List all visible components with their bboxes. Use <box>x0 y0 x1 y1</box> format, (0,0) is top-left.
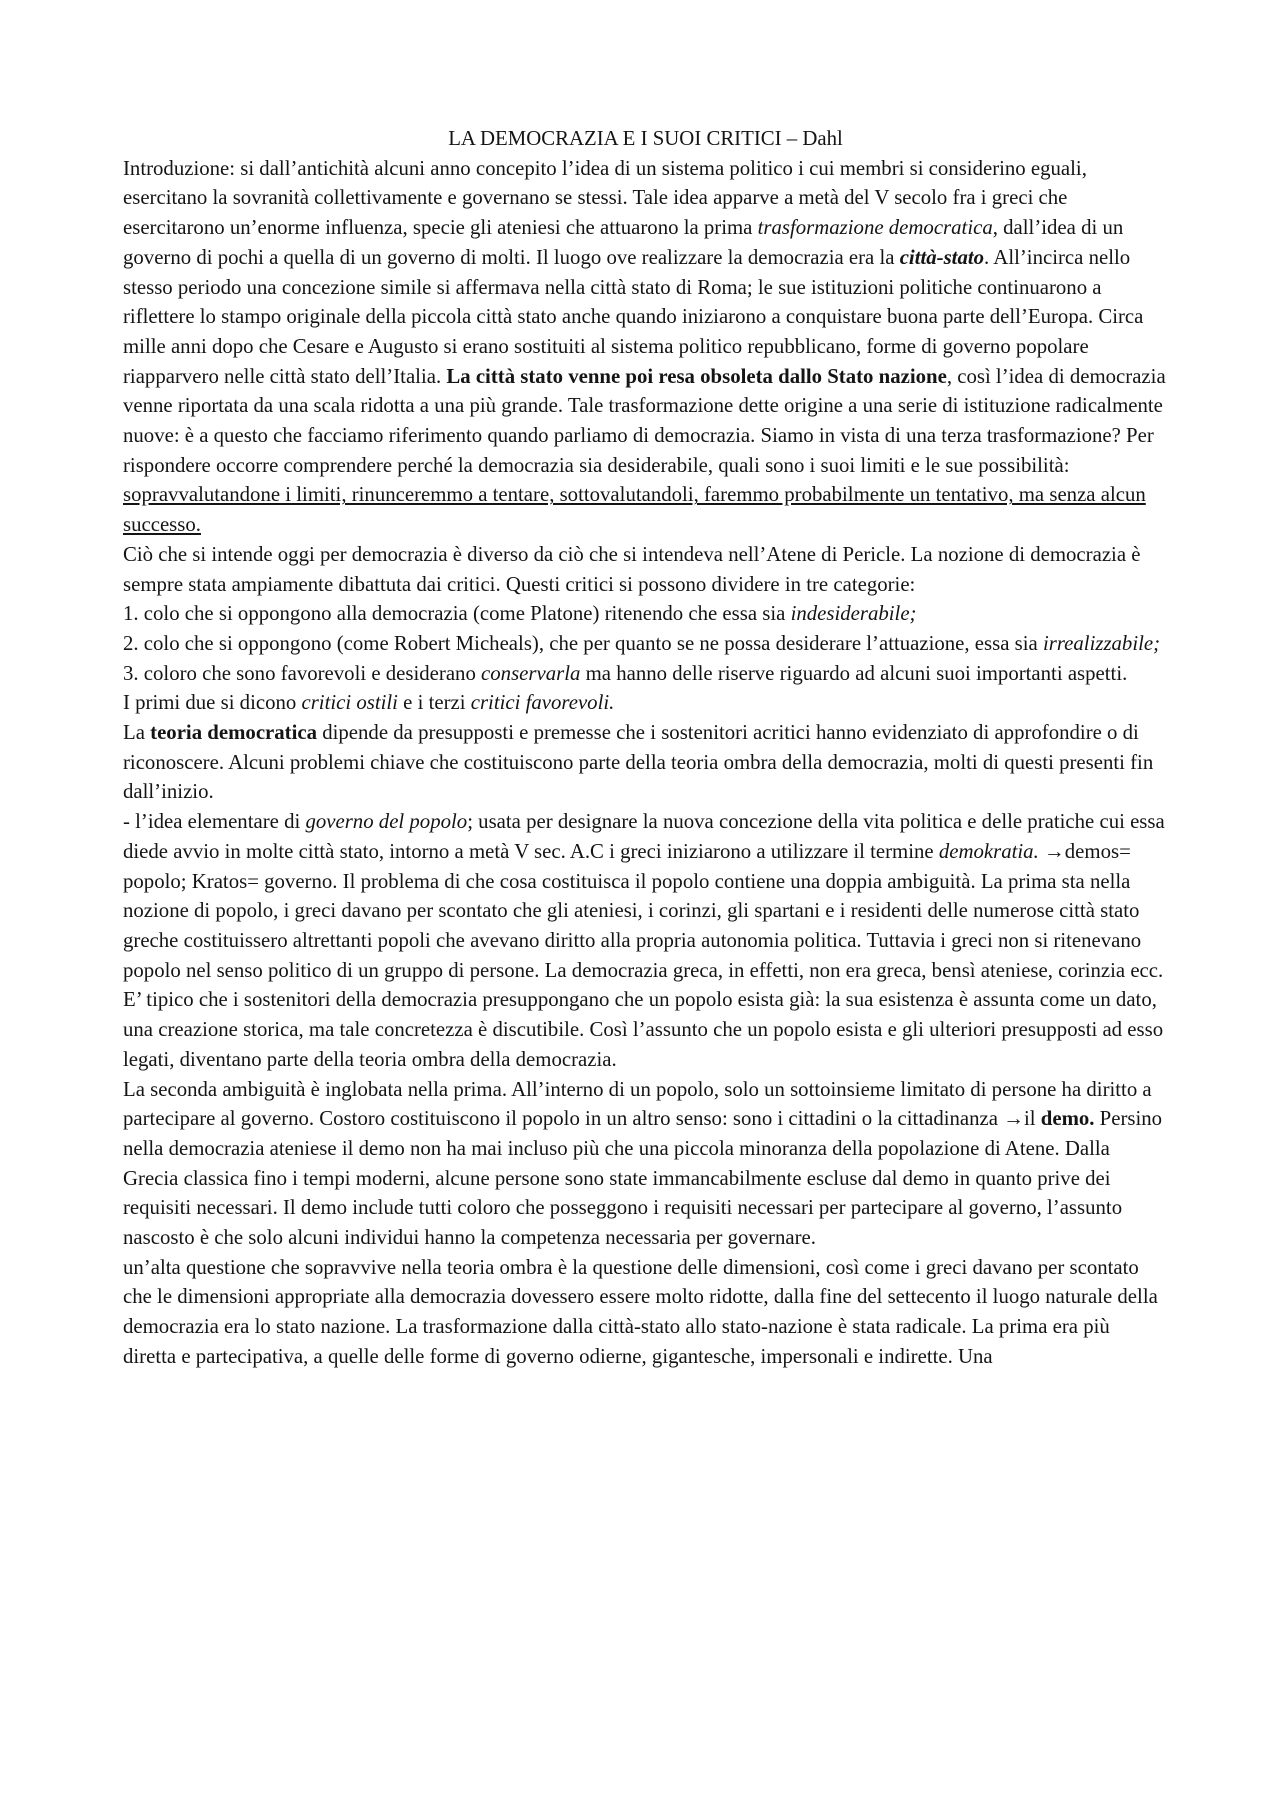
document-page <box>123 124 1168 1372</box>
people-italic-demokratia: demokratia. <box>938 839 1039 863</box>
people-italic-term: governo del popolo <box>305 810 468 834</box>
list-item-3 <box>123 659 1168 689</box>
theory-paragraph <box>123 718 1168 807</box>
ambiguity-text-3: Persino nella democrazia ateniese il demo non ha mai incluso più che una piccola minoranza della popolazione di Atene. Dalla Grecia classica fino i tempi moderni, alcune persone sono state immancabilmente escluse dal demo in quanto prive dei requisiti necessari. Il demo include tutti coloro che posseggono i requisiti necessari per partecipare al governo, l’assunto nascosto è che solo alcuni individui hanno la competenza necessaria per governare. <box>123 1107 1163 1250</box>
intro-bold-sentence: La città stato venne poi resa obsoleta dallo Stato nazione <box>446 364 947 388</box>
intro-underlined-sentence: sopravvalutandone i limiti, rinunceremmo a tentare, sottovalutandoli, faremmo probabilmente un tentativo, ma senza alcun successo. <box>123 483 1146 537</box>
people-paragraph <box>123 807 1168 1074</box>
people-text-5: →demos= popolo; Kratos= governo. Il problema di che cosa costituisca il popolo contiene una doppia ambiguità. La prima sta nella nozione di popolo, i greci davano per scontato che gli ateniesi, i corinzi, gli spartani e i residenti delle numerose città stato greche costituissero altrettanti popoli che avevano diritto alla propria autonomia politica. Tuttavia i greci non si ritenevano popolo nel senso politico di un gruppo di persone. La democrazia greca, in effetti, non era greca, bensì ateniese, corinzia ecc. E’ tipico che i sostenitori della democrazia presuppongano che un popolo esista già: la sua esistenza è assunta come un dato, una creazione storica, ma tale concretezza è discutibile. Così l’assunto che un popolo esista e gli ulteriori presupposti ad esso legati, diventano parte della teoria ombra della democrazia. <box>123 839 1164 1071</box>
list-item-3-italic: conservarla <box>481 661 581 685</box>
intro-bold-italic-term: città-stato <box>899 245 985 269</box>
theory-text-1: La <box>123 721 151 745</box>
list-item-1-italic: indesiderabile; <box>790 602 917 626</box>
theory-bold-term: teoria democratica <box>150 721 318 745</box>
document-title: LA DEMOCRAZIA E I SUOI CRITICI – Dahl <box>448 127 843 150</box>
summary-italic-2: critici favorevoli. <box>470 691 615 715</box>
intro-italic-term: trasformazione democratica <box>757 216 993 240</box>
ambiguity-bold-demo: demo. <box>1040 1107 1095 1131</box>
critics-summary-paragraph <box>123 688 1168 718</box>
list-item-2-text: 2. colo che si oppongono (come Robert Micheals), che per quanto se ne possa desiderare l’attuazione, essa sia <box>123 631 1043 655</box>
people-text-3: ; usata per designare la nuova concezione della vita politica e delle pratiche cui essa diede avvio in molte città stato, intorno a metà V sec. A.C i greci iniziarono a utilizzare il termine <box>123 810 1165 863</box>
people-text-1: - l’idea elementare di <box>123 810 306 834</box>
list-item-2-italic: irrealizzabile; <box>1042 631 1161 655</box>
theory-text-3: dipende da presupposti e premesse che i sostenitori acritici hanno evidenziato di approfondire o di riconoscere. Alcuni problemi chiave che costituiscono parte della teoria ombra della democrazia, molti di questi presenti fin dall’inizio. <box>123 721 1154 804</box>
ambiguity-text-1: La seconda ambiguità è inglobata nella prima. All’interno di un popolo, solo un sottoinsieme limitato di persone ha diritto a partecipare al governo. Costoro costituiscono il popolo in un altro senso: sono i cittadini o la cittadinanza →il <box>123 1077 1152 1131</box>
summary-italic-1: critici ostili <box>301 691 398 715</box>
intro-text-5: . All’incirca nello stesso periodo una concezione simile si affermava nella città stato di Roma; le sue istituzioni politiche continuarono a riflettere lo stampo originale della piccola città stato anche quando iniziarono a conquistare buona parte dell’Europa. Circa mille anni dopo che Cesare e Augusto si erano sostituiti al sistema politico repubblicano, forme di governo popolare riapparvero nelle città stato dell’Italia. <box>123 245 1144 388</box>
list-item-1 <box>123 599 1168 629</box>
summary-text-1: I primi due si dicono <box>123 691 302 715</box>
list-item-3-text-a: 3. coloro che sono favorevoli e desiderano <box>123 661 482 685</box>
list-item-2 <box>123 629 1168 659</box>
dimensions-paragraph: un’alta questione che sopravvive nella teoria ombra è la questione delle dimensioni, così come i greci davano per scontato che le dimensioni appropriate alla democrazia dovessero essere molto ridotte, dalla fine del settecento il luogo naturale della democrazia era lo stato nazione. La trasformazione dalla città-stato allo stato-nazione è stata radicale. La prima era più diretta e partecipativa, a quelle delle forme di governo odierne, gigantesche, impersonali e indirette. Una <box>123 1255 1158 1368</box>
list-item-3-text-b: ma hanno delle riserve riguardo ad alcuni suoi importanti aspetti. <box>580 661 1128 685</box>
intro-paragraph <box>123 154 1168 540</box>
summary-text-3: e i terzi <box>397 691 471 715</box>
critics-paragraph: Ciò che si intende oggi per democrazia è diverso da ciò che si intendeva nell’Atene di Pericle. La nozione di democrazia è sempre stata ampiamente dibattuta dai critici. Questi critici si possono dividere in tre categorie: <box>123 542 1141 596</box>
intro-text-1: Introduzione: si dall’antichità alcuni anno concepito l’idea di un sistema politico i cui membri si considerino eguali, esercitano la sovranità collettivamente e governano se stessi. Tale idea apparve a metà del V secolo fra i greci che esercitarono un’enorme influenza, specie gli ateniesi che attuarono la prima <box>123 156 1087 240</box>
intro-text-3: , dall’idea di un governo di pochi a quella di un governo di molti. Il luogo ove realizzare la democrazia era la <box>123 216 1124 269</box>
list-item-1-text: 1. colo che si oppongono alla democrazia (come Platone) ritenendo che essa sia <box>123 602 791 626</box>
second-ambiguity-paragraph <box>123 1075 1168 1253</box>
intro-text-7: , così l’idea di democrazia venne riportata da una scala ridotta a una più grande. Tale trasformazione dette origine a una serie di istituzione radicalmente nuove: è a questo che facciamo riferimento quando parliamo di democrazia. Siamo in vista di una terza trasformazione? Per rispondere occorre comprendere perché la democrazia sia desiderabile, quali sono i suoi limiti e le sue possibilità: <box>123 364 1166 477</box>
